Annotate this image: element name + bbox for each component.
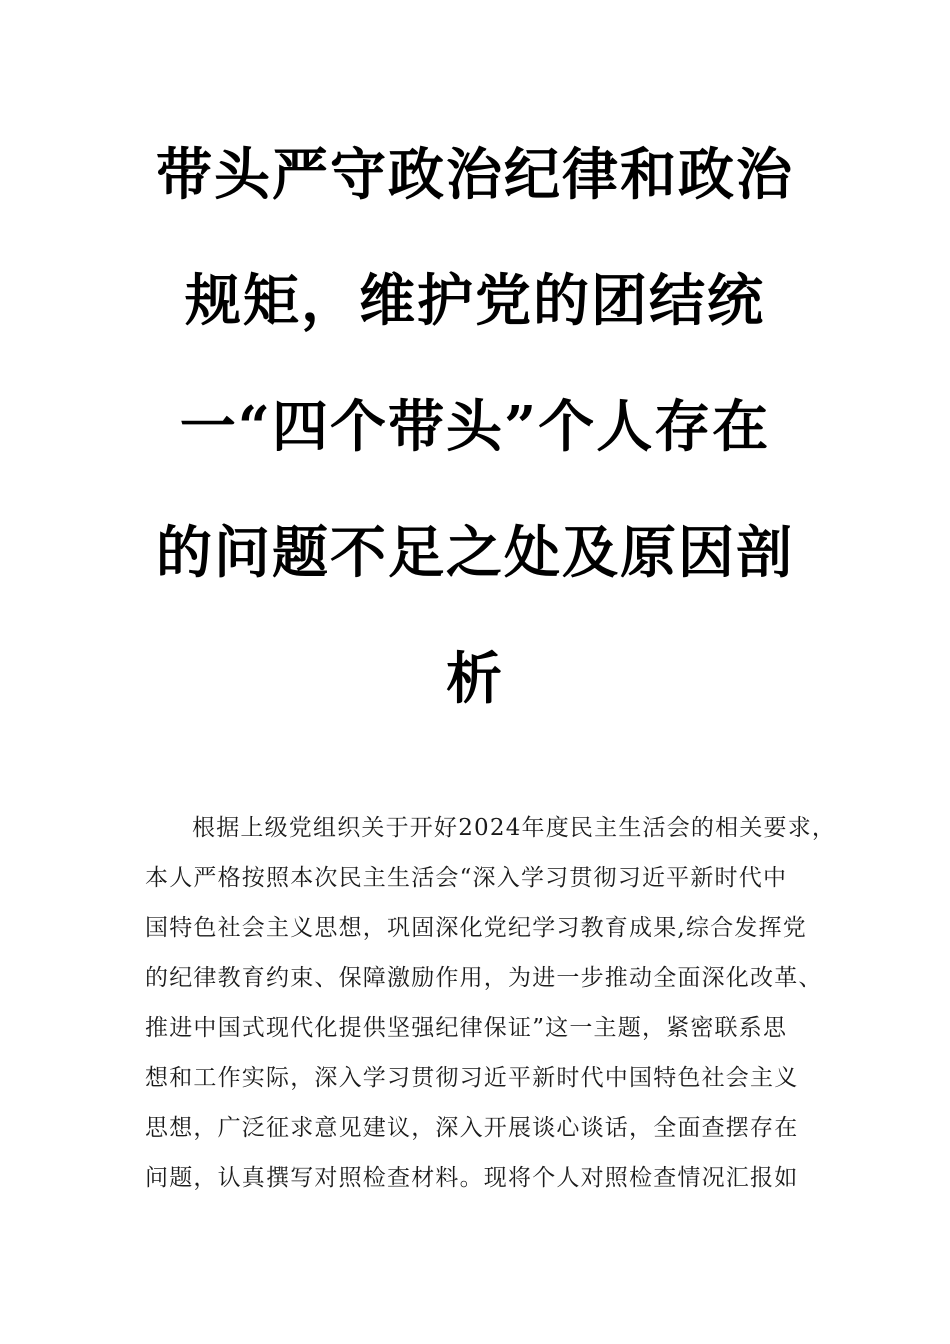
title-line-2: 规矩，维护党的团结统	[185, 268, 765, 334]
body-line-6: 想和工作实际，深入学习贯彻习近平新时代中国特色社会主义	[145, 1065, 799, 1091]
body-paragraph	[145, 803, 835, 1203]
title-line-3: 一“四个带头”个人存在	[179, 394, 771, 460]
body-line-8: 问题，认真撰写对照检查材料。现将个人对照检查情况汇报如	[145, 1165, 799, 1191]
body-line-2: 本人严格按照本次民主生活会“深入学习贯彻习近平新时代中	[145, 865, 788, 891]
body-line-3: 国特色社会主义思想，巩固深化党纪学习教育成果,综合发挥党	[145, 915, 807, 941]
body-line-4: 的纪律教育约束、保障激励作用，为进一步推动全面深化改革、	[145, 965, 823, 991]
body-line-5: 推进中国式现代化提供坚强纪律保证”这一主题，紧密联系思	[145, 1015, 788, 1041]
body-line-7: 思想，广泛征求意见建议，深入开展谈心谈话，全面查摆存在	[145, 1115, 799, 1141]
document-title	[140, 112, 810, 742]
title-line-5: 析	[446, 646, 504, 712]
title-line-1: 带头严守政治纪律和政治	[156, 142, 794, 208]
body-line-1: 根据上级党组织关于开好2024年度民主生活会的相关要求，	[192, 815, 837, 841]
title-line-4: 的问题不足之处及原因剖	[156, 520, 794, 586]
